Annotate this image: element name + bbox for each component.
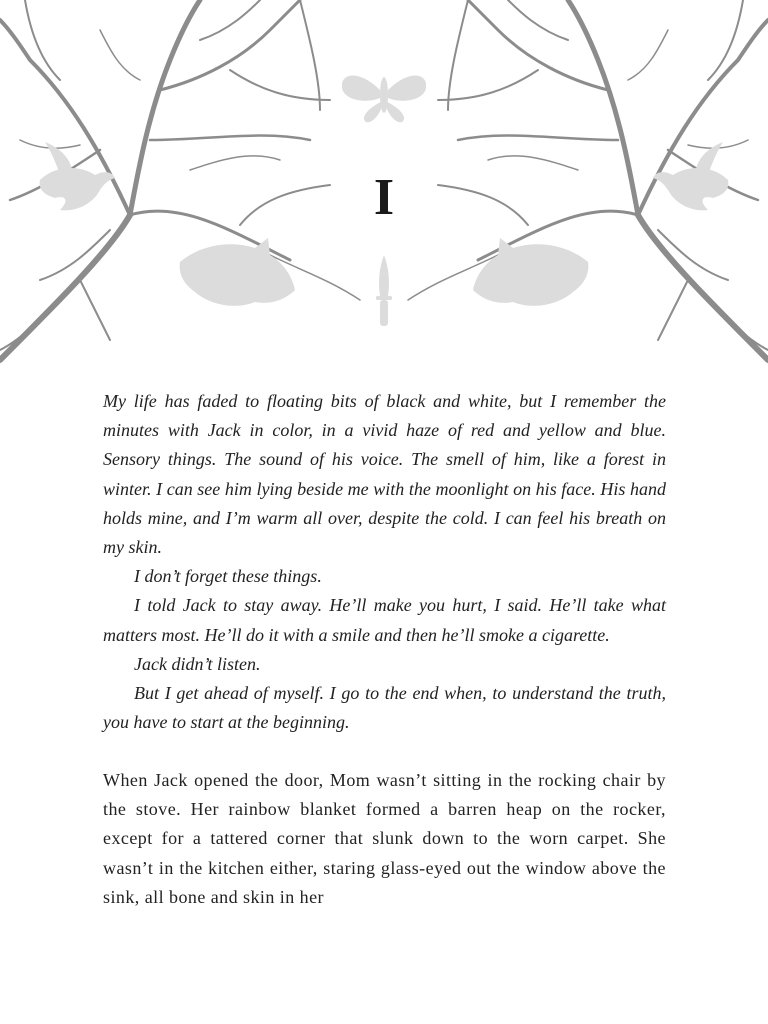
chapter-number: I — [373, 169, 395, 226]
prologue-text — [103, 387, 666, 737]
moth-icon — [342, 76, 426, 123]
prologue-paragraph: I told Jack to stay away. He’ll make you hurt, I said. He’ll take what matters most. He’ll do it with a smile and then he’ll smoke a cigarette. — [103, 595, 666, 645]
prologue-paragraph: I don’t forget these things. — [134, 566, 322, 587]
wolf-left-icon — [180, 238, 295, 306]
prologue-paragraph: But I get ahead of myself. I go to the end when, to understand the truth, you have to start at the beginning. — [103, 683, 666, 733]
wolf-right-icon — [473, 238, 588, 306]
prologue-paragraph: Jack didn’t listen. — [134, 653, 261, 674]
body-paragraph: When Jack opened the door, Mom wasn’t sitting in the rocking chair by the stove. Her rainbow blanket formed a barren heap on the rocker, except for a tattered corner that slunk down to the worn carpet. She wasn’t in the kitchen either, staring glass-eyed out the window above the sink, all bone and skin in her — [103, 770, 666, 907]
knife-icon — [376, 255, 392, 326]
prologue-paragraph: My life has faded to floating bits of black and white, but I remember the minutes with Jack in color, in a vivid haze of red and yellow and blue. Sensory things. The sound of his voice. The smell of him, like a forest in winter. I can see him lying beside me with the moonlight on his face. His hand holds mine, and I’m warm all over, despite the cold. I can feel his breath on my skin. — [103, 391, 666, 558]
body-text — [103, 766, 666, 912]
